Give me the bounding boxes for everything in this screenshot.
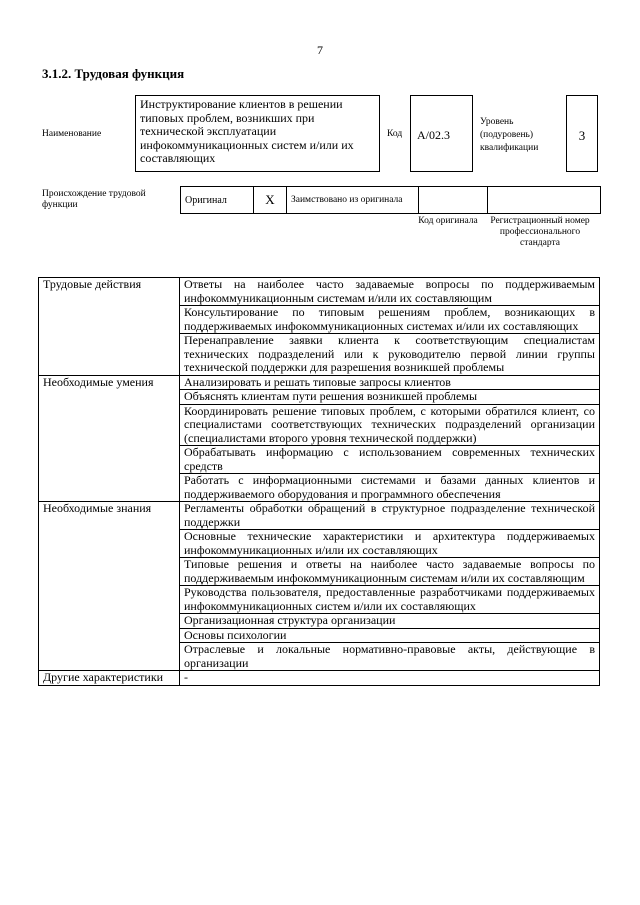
table-row bbox=[39, 502, 600, 530]
item-cell: Координировать решение типовых проблем, с которыми обратился клиент, со специалистами соответствующих технических подразделений организации (специалистами второго уровня технической поддержки) bbox=[180, 404, 600, 446]
original-label: Оригинал bbox=[181, 187, 254, 214]
item-cell: Объяснять клиентам пути решения возникшей проблемы bbox=[180, 390, 600, 405]
reg-number-caption: Регистрационный номер профессионального стандарта bbox=[490, 216, 590, 248]
category-cell: Необходимые знания bbox=[39, 502, 180, 671]
item-cell: Типовые решения и ответы на наиболее часто задаваемые вопросы по поддерживаемым инфокоммуникационным системам и/или их составляющим bbox=[180, 558, 600, 586]
item-cell: - bbox=[180, 671, 600, 686]
item-cell: Основы психологии bbox=[180, 628, 600, 643]
item-cell: Ответы на наиболее часто задаваемые вопросы по поддерживаемым инфокоммуникационным системам и/или их составляющим bbox=[180, 278, 600, 306]
qualification-level-box: 3 bbox=[566, 95, 598, 172]
section-title: 3.1.2. Трудовая функция bbox=[42, 66, 185, 81]
name-label: Наименование bbox=[42, 129, 102, 139]
category-cell: Необходимые умения bbox=[39, 375, 180, 502]
original-mark: X bbox=[254, 187, 287, 214]
item-cell: Перенаправление заявки клиента к соответствующим специалистам технических подразделений или к руководителю первой линии группы технической поддержки для разрешения возникшей проблемы bbox=[180, 334, 600, 376]
function-name-box: Инструктирование клиентов в решении типовых проблем, возникших при технической эксплуатации инфокоммуникационных систем и/или их составляющих bbox=[135, 95, 380, 172]
code-value-box: A/02.3 bbox=[410, 95, 473, 172]
table-row bbox=[39, 671, 600, 686]
table-row bbox=[39, 375, 600, 390]
code-original-caption: Код оригинала bbox=[418, 216, 478, 226]
item-cell: Анализировать и решать типовые запросы клиентов bbox=[180, 375, 600, 390]
code-original-cell bbox=[419, 187, 488, 214]
category-cell: Трудовые действия bbox=[39, 278, 180, 376]
function-details-table bbox=[38, 277, 600, 686]
item-cell: Отраслевые и локальные нормативно-правовые акты, действующие в организации bbox=[180, 643, 600, 671]
table-row bbox=[39, 278, 600, 306]
item-cell: Руководства пользователя, предоставленные разработчиками поддерживаемых инфокоммуникационных систем и/или их составляющих bbox=[180, 586, 600, 614]
item-cell: Консультирование по типовым решениям проблем, возникающих в поддерживаемых инфокоммуникационных системах и/или их составляющих bbox=[180, 306, 600, 334]
item-cell: Организационная структура организации bbox=[180, 614, 600, 629]
origin-label: Происхождение трудовой функции bbox=[42, 189, 146, 210]
qualification-level-label: Уровень (подуровень) квалификации bbox=[480, 117, 539, 153]
code-label: Код bbox=[387, 129, 403, 139]
item-cell: Регламенты обработки обращений в структурное подразделение технической поддержки bbox=[180, 502, 600, 530]
category-cell: Другие характеристики bbox=[39, 671, 180, 686]
origin-table bbox=[180, 186, 601, 214]
item-cell: Основные технические характеристики и архитектура поддерживаемых инфокоммуникационных и/или их составляющих bbox=[180, 530, 600, 558]
item-cell: Работать с информационными системами и базами данных клиентов и поддерживаемого оборудования и программного обеспечения bbox=[180, 474, 600, 502]
page-number: 7 bbox=[317, 43, 323, 57]
borrowed-label: Заимствовано из оригинала bbox=[287, 187, 419, 214]
reg-number-cell bbox=[488, 187, 601, 214]
item-cell: Обрабатывать информацию с использованием современных технических средств bbox=[180, 446, 600, 474]
